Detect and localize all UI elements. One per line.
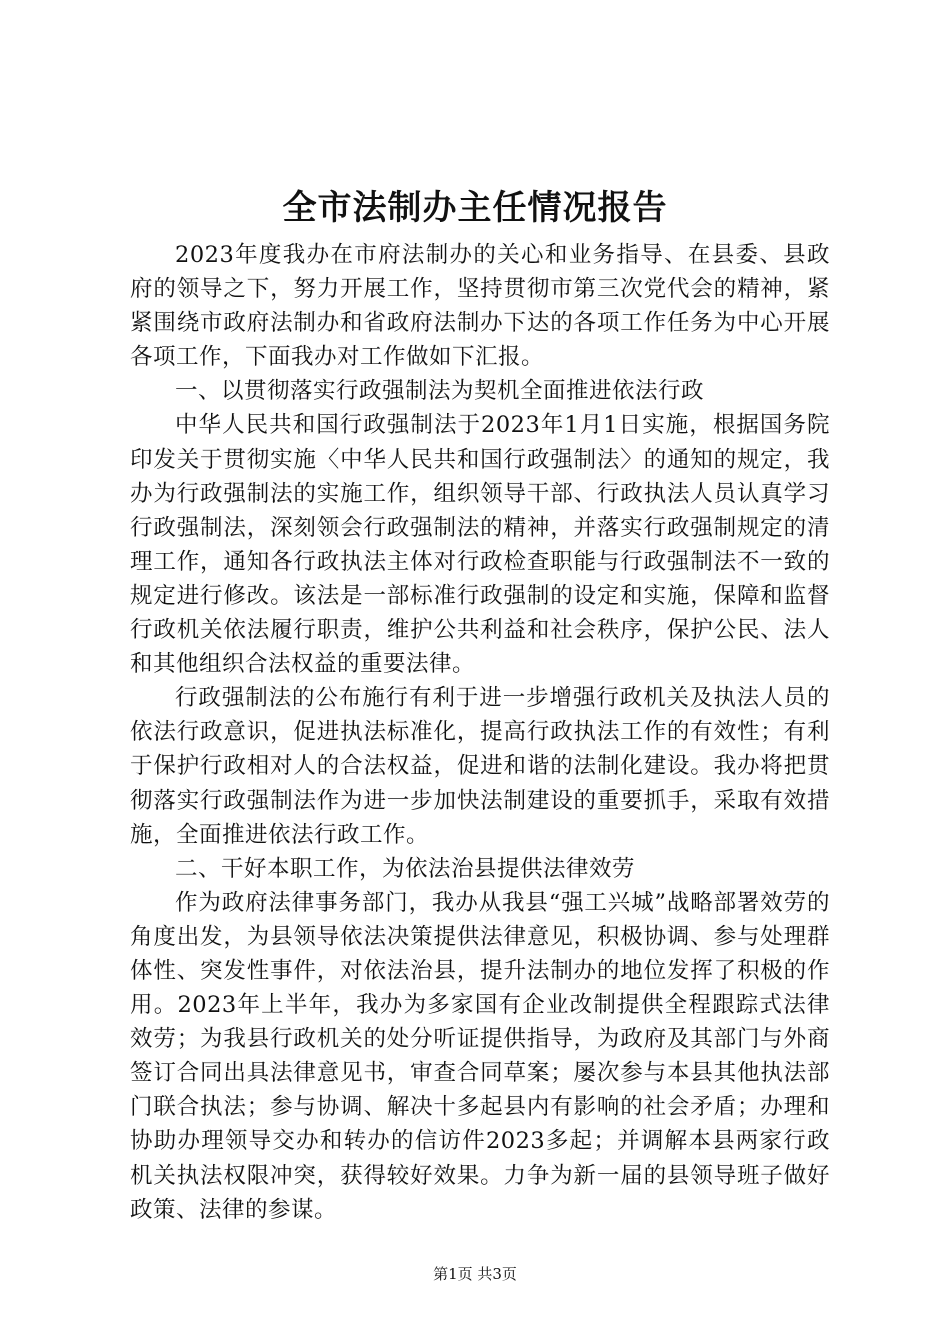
- paragraph-section-1-a: 中华人民共和国行政强制法于2023年1月1日实施，根据国务院印发关于贯彻实施〈中华人民共和国行政强制法〉的通知的规定，我办为行政强制法的实施工作，组织领导干部、行政执法人员认真学习行政强制法，深刻领会行政强制法的精神，并落实行政强制规定的清理工作，通知各行政执法主体对行政检查职能与行政强制法不一致的规定进行修改。该法是一部标准行政强制的设定和实施，保障和监督行政机关依法履行职责，维护公共利益和社会秩序，保护公民、法人和其他组织合法权益的重要法律。: [130, 412, 830, 678]
- document-title: 全市法制办主任情况报告: [282, 188, 668, 228]
- paragraph-section-1-b: 行政强制法的公布施行有利于进一步增强行政机关及执法人员的依法行政意识，促进执法标准化，提高行政执法工作的有效性；有利于保护行政相对人的合法权益，促进和谐的法制化建设。我办将把贯彻落实行政强制法作为进一步加快法制建设的重要抓手，采取有效措施，全面推进依法行政工作。: [130, 685, 830, 848]
- section-heading-1: 一、以贯彻落实行政强制法为契机全面推进依法行政: [175, 378, 705, 405]
- page-number-footer: 第1页 共3页: [433, 1265, 517, 1283]
- section-heading-2: 二、干好本职工作，为依法治县提供法律效劳: [175, 855, 636, 882]
- paragraph-section-2-a: 作为政府法律事务部门，我办从我县“强工兴城”战略部署效劳的角度出发，为县领导依法决策提供法律意见，积极协调、参与处理群体性、突发性事件，对依法治县，提升法制办的地位发挥了积极的作用。2023年上半年，我办为多家国有企业改制提供全程跟踪式法律效劳；为我县行政机关的处分听证提供指导，为政府及其部门与外商签订合同出具法律意见书，审查合同草案；屡次参与本县其他执法部门联合执法；参与协调、解决十多起县内有影响的社会矛盾；办理和协助办理领导交办和转办的信访件2023多起；并调解本县两家行政机关执法权限冲突，获得较好效果。力争为新一届的县领导班子做好政策、法律的参谋。: [130, 889, 830, 1223]
- paragraph-intro: 2023年度我办在市府法制办的关心和业务指导、在县委、县政府的领导之下，努力开展工作，坚持贯彻市第三次党代会的精神，紧紧围绕市政府法制办和省政府法制办下达的各项工作任务为中心开展各项工作，下面我办对工作做如下汇报。: [130, 242, 830, 371]
- document-body: [130, 238, 830, 1227]
